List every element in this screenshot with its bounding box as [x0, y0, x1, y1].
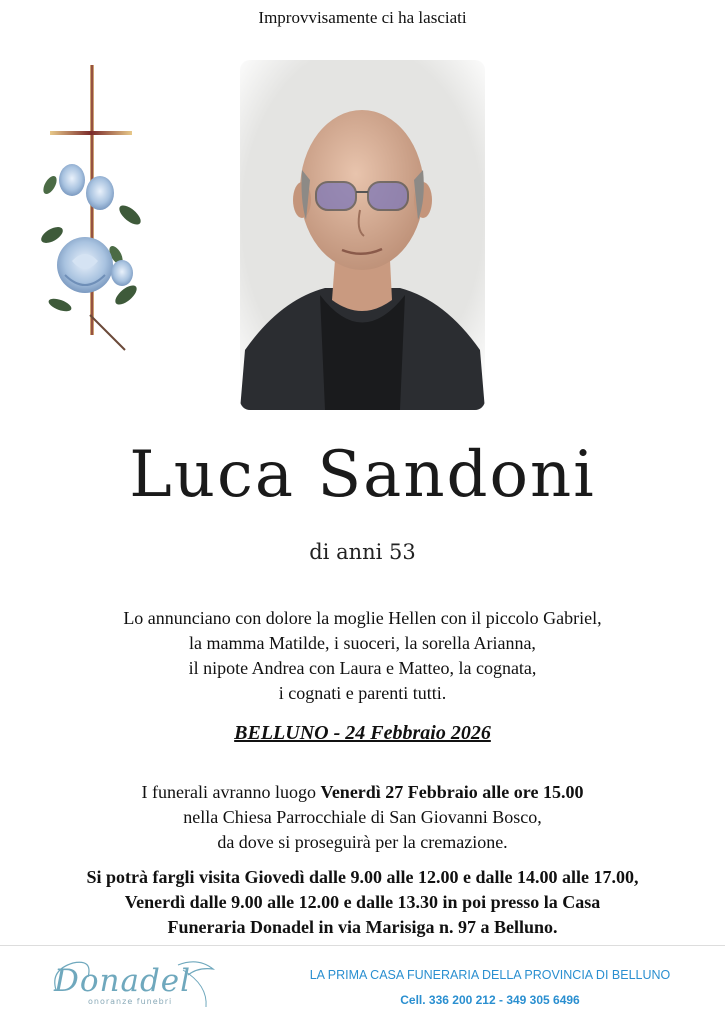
intro-text: Improvvisamente ci ha lasciati — [258, 8, 467, 27]
portrait-photo — [240, 60, 485, 410]
place-date — [0, 722, 725, 745]
logo-subtitle: onoranze funebri — [88, 997, 173, 1006]
funeral-line-prefix: I funerali avranno luogo — [141, 782, 321, 802]
visit-line: Venerdì dalle 9.00 alle 12.00 e dalle 13.30 in poi presso la Casa — [124, 892, 601, 912]
visit-info — [0, 865, 725, 940]
funeral-date-time: Venerdì 27 Febbraio alle ore 15.00 — [320, 782, 584, 802]
deceased-name: Luca Sandoni — [129, 438, 596, 512]
funeral-line — [0, 780, 725, 805]
place-date-text: BELLUNO - 24 Febbraio 2026 — [234, 722, 491, 744]
footer-tagline: LA PRIMA CASA FUNERARIA DELLA PROVINCIA DI BELLUNO — [309, 968, 671, 982]
funeral-info — [0, 780, 725, 855]
announcement-line: i cognati e parenti tutti. — [278, 683, 447, 703]
donadel-logo — [48, 955, 218, 1015]
logo-text: Donadel — [54, 963, 192, 999]
cross-with-roses-icon — [30, 65, 155, 355]
footer-phone: Cell. 336 200 212 - 349 305 6496 — [400, 993, 580, 1007]
announcement-line: Lo annunciano con dolore la moglie Hellen con il piccolo Gabriel, — [123, 608, 602, 628]
funeral-line: da dove si proseguirà per la cremazione. — [217, 832, 508, 852]
announcement — [0, 606, 725, 706]
footer-divider — [0, 945, 725, 946]
visit-line: Si potrà fargli visita Giovedì dalle 9.00 alle 12.00 e dalle 14.00 alle 17.00, — [86, 867, 639, 887]
announcement-line: il nipote Andrea con Laura e Matteo, la cognata, — [188, 658, 537, 678]
deceased-age: di anni 53 — [309, 540, 416, 564]
funeral-line: nella Chiesa Parrocchiale di San Giovanni Bosco, — [183, 807, 542, 827]
announcement-line: la mamma Matilde, i suoceri, la sorella Arianna, — [189, 633, 536, 653]
visit-line: Funeraria Donadel in via Marisiga n. 97 a Belluno. — [167, 917, 558, 937]
